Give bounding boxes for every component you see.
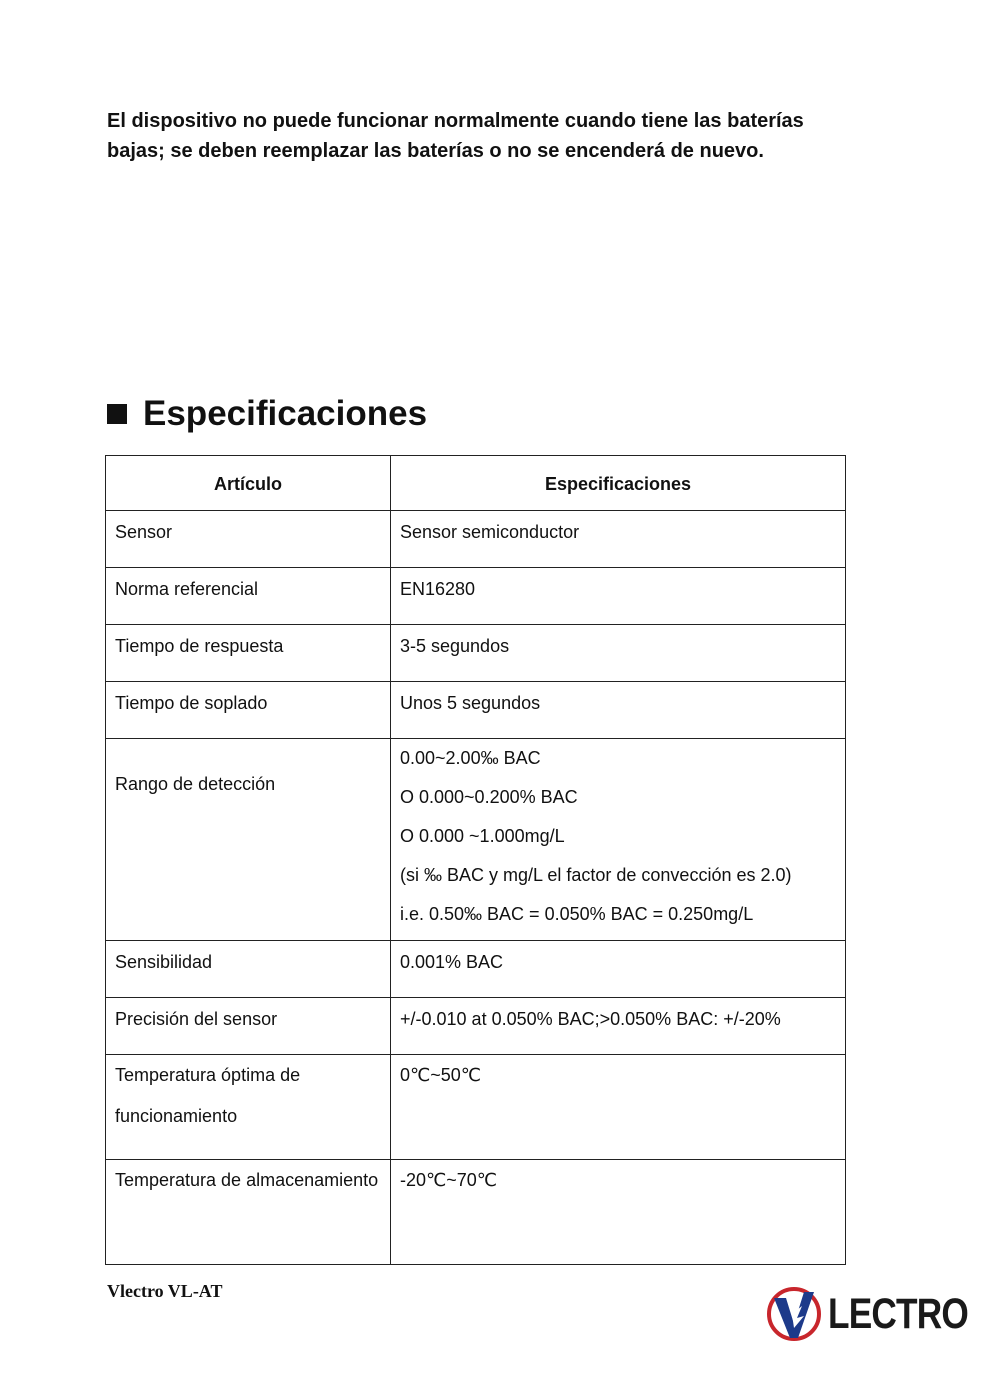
item-cell: Temperatura óptima de funcionamiento [106, 1055, 391, 1160]
value-cell-multiline [391, 739, 846, 941]
table-row [106, 682, 846, 739]
square-bullet-icon [107, 404, 127, 424]
item-cell: Norma referencial [106, 568, 391, 625]
range-line: 0.00~2.00‰ BAC [400, 748, 541, 768]
item-cell: Tiempo de soplado [106, 682, 391, 739]
specifications-table [105, 455, 846, 1265]
table-row [106, 941, 846, 998]
table-row [106, 568, 846, 625]
value-cell: 0℃~50℃ [391, 1055, 846, 1160]
item-cell: Sensor [106, 511, 391, 568]
intro-paragraph: El dispositivo no puede funcionar normalmente cuando tiene las baterías bajas; se deben reemplazar las baterías o no se encenderá de nuevo. [107, 110, 804, 162]
table-row [106, 511, 846, 568]
column-header-specs: Especificaciones [391, 456, 846, 511]
item-cell: Sensibilidad [106, 941, 391, 998]
value-cell: EN16280 [391, 568, 846, 625]
footer-model: Vlectro VL-AT [107, 1281, 223, 1301]
item-cell: Rango de detección [106, 739, 391, 941]
value-cell: 3-5 segundos [391, 625, 846, 682]
table-row [106, 1055, 846, 1160]
table-row [106, 998, 846, 1055]
range-line: O 0.000 ~1.000mg/L [400, 826, 565, 846]
value-cell: 0.001% BAC [391, 941, 846, 998]
range-line: i.e. 0.50‰ BAC = 0.050% BAC = 0.250mg/L [400, 904, 754, 924]
brand-logo [764, 1284, 999, 1344]
value-cell: Unos 5 segundos [391, 682, 846, 739]
item-cell: Temperatura de almacenamiento [106, 1160, 391, 1265]
table-row [106, 1160, 846, 1265]
range-line: (si ‰ BAC y mg/L el factor de convección es 2.0) [400, 865, 792, 885]
section-heading [107, 392, 427, 436]
table-header-row [106, 456, 846, 511]
value-cell: -20℃~70℃ [391, 1160, 846, 1265]
range-line: O 0.000~0.200% BAC [400, 787, 578, 807]
table-row [106, 739, 846, 941]
value-cell: +/-0.010 at 0.050% BAC;>0.050% BAC: +/-20% [391, 998, 846, 1055]
logo-wordmark: LECTRO [828, 1289, 969, 1338]
item-cell: Tiempo de respuesta [106, 625, 391, 682]
item-cell: Precisión del sensor [106, 998, 391, 1055]
column-header-item: Artículo [106, 456, 391, 511]
table-row [106, 625, 846, 682]
lightning-v-logo-icon [764, 1284, 824, 1344]
value-cell: Sensor semiconductor [391, 511, 846, 568]
section-title: Especificaciones [143, 394, 428, 433]
